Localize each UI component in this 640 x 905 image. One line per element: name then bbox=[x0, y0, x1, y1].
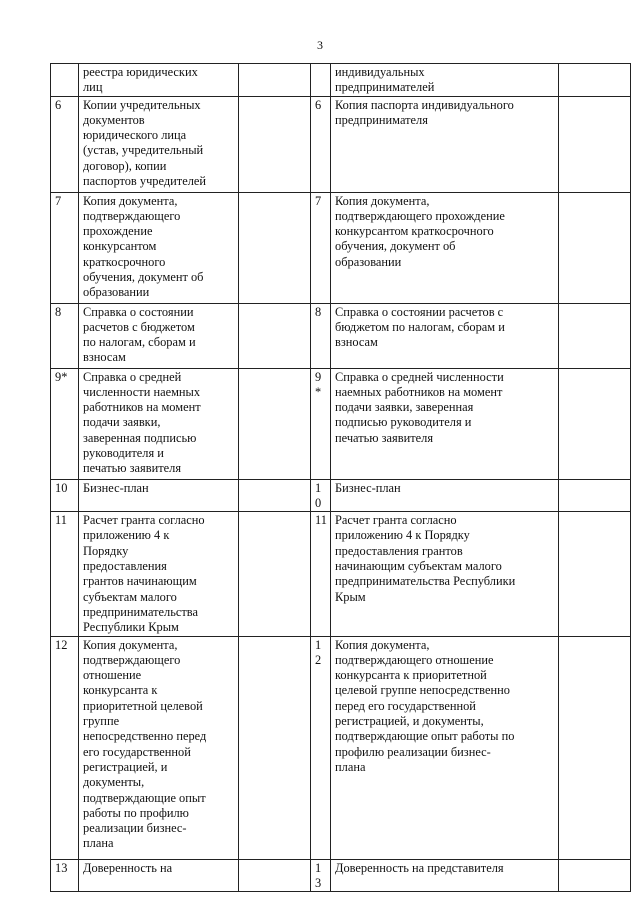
document-name-legal-entity-text: Бизнес-план bbox=[83, 480, 149, 495]
row-number-right bbox=[311, 859, 331, 892]
document-name-legal-entity-text: Расчет гранта согласно приложению 4 к Порядку предоставления грантов начинающим субъектам малого предпринимательства Республики Крым bbox=[83, 513, 205, 635]
table-row bbox=[51, 96, 631, 192]
row-number-left-text: 11 bbox=[55, 513, 67, 528]
row-number-left bbox=[51, 512, 79, 636]
row-number-left bbox=[51, 192, 79, 303]
document-name-entrepreneur-text: Справка о средней численности наемных работников на момент подачи заявки, заверенная подписью руководителя и печатью заявителя bbox=[335, 369, 504, 445]
document-name-legal-entity-text: Доверенность на bbox=[83, 860, 173, 875]
document-name-entrepreneur-text: Расчет гранта согласно приложению 4 к Порядку предоставления грантов начинающим субъектам малого предпринимательства Республики Крым bbox=[335, 513, 516, 604]
empty-cell bbox=[239, 859, 311, 892]
document-name-legal-entity bbox=[79, 192, 239, 303]
row-number-left-text: 13 bbox=[55, 860, 68, 875]
row-number-right-text: 13 bbox=[315, 860, 322, 890]
table-row bbox=[51, 64, 631, 97]
document-name-entrepreneur bbox=[331, 368, 559, 479]
row-number-left-text: 10 bbox=[55, 480, 68, 495]
empty-cell bbox=[239, 192, 311, 303]
empty-cell bbox=[239, 303, 311, 368]
empty-cell bbox=[239, 512, 311, 636]
document-name-entrepreneur-text: Копия документа, подтверждающего прохождение конкурсантом краткосрочного обучения, документ об образовании bbox=[335, 193, 505, 269]
row-number-left bbox=[51, 368, 79, 479]
document-name-legal-entity-text: Справка о средней численности наемных работников на момент подачи заявки, заверенная подписью руководителя и печатью заявителя bbox=[83, 369, 201, 476]
empty-cell bbox=[559, 96, 631, 192]
document-name-entrepreneur-text: Копия документа, подтверждающего отношение конкурсанта к приоритетной целевой группе непосредственно перед его государственной регистрацией, и документы, подтверждающие опыт работы по профилю реализации бизнес- плана bbox=[335, 637, 515, 774]
empty-cell bbox=[239, 64, 311, 97]
document-name-entrepreneur-text: Копия паспорта индивидуального предпринимателя bbox=[335, 97, 514, 127]
document-name-entrepreneur bbox=[331, 192, 559, 303]
row-number-right bbox=[311, 636, 331, 859]
document-name-entrepreneur-text: Бизнес-план bbox=[335, 480, 401, 495]
row-number-right-text: 12 bbox=[315, 637, 322, 667]
row-number-left-text: 12 bbox=[55, 637, 68, 652]
document-name-entrepreneur bbox=[331, 64, 559, 97]
empty-cell bbox=[559, 192, 631, 303]
document-name-legal-entity bbox=[79, 64, 239, 97]
table-row bbox=[51, 192, 631, 303]
table-row bbox=[51, 479, 631, 512]
document-name-legal-entity bbox=[79, 636, 239, 859]
table-row bbox=[51, 303, 631, 368]
document-name-legal-entity bbox=[79, 368, 239, 479]
row-number-left-text: 7 bbox=[55, 193, 62, 208]
empty-cell bbox=[239, 479, 311, 512]
row-number-right-text: 7 bbox=[315, 193, 322, 208]
row-number-left bbox=[51, 636, 79, 859]
empty-cell bbox=[559, 479, 631, 512]
document-name-legal-entity bbox=[79, 859, 239, 892]
empty-cell bbox=[559, 303, 631, 368]
document-name-legal-entity-text: Копия документа, подтверждающего отношение конкурсанта к приоритетной целевой группе непосредственно перед его государственной регистрацией, и документы, подтверждающие опыт работы по профилю реализации бизнес- плана bbox=[83, 637, 207, 851]
document-name-entrepreneur-text: индивидуальных предпринимателей bbox=[335, 65, 435, 95]
document-name-entrepreneur bbox=[331, 859, 559, 892]
table-row bbox=[51, 636, 631, 859]
row-number-right-text: 11 bbox=[315, 513, 327, 528]
empty-cell bbox=[559, 859, 631, 892]
row-number-left bbox=[51, 96, 79, 192]
document-name-entrepreneur bbox=[331, 479, 559, 512]
row-number-right bbox=[311, 303, 331, 368]
empty-cell bbox=[559, 636, 631, 859]
row-number-right-text: 6 bbox=[315, 97, 322, 112]
document-name-entrepreneur bbox=[331, 512, 559, 636]
document-name-legal-entity-text: Копия документа, подтверждающего прохождение конкурсантом краткосрочного обучения, документ об образовании bbox=[83, 193, 204, 300]
document-name-entrepreneur-text: Справка о состоянии расчетов с бюджетом по налогам, сборам и взносам bbox=[335, 304, 505, 350]
table-row bbox=[51, 512, 631, 636]
empty-cell bbox=[559, 368, 631, 479]
row-number-left bbox=[51, 479, 79, 512]
document-name-entrepreneur bbox=[331, 636, 559, 859]
document-name-entrepreneur bbox=[331, 96, 559, 192]
row-number-left bbox=[51, 859, 79, 892]
page-number: 3 bbox=[317, 38, 323, 52]
empty-cell bbox=[559, 512, 631, 636]
empty-cell bbox=[239, 96, 311, 192]
document-name-legal-entity bbox=[79, 512, 239, 636]
row-number-right bbox=[311, 192, 331, 303]
row-number-right-text: 9* bbox=[315, 369, 322, 399]
row-number-left-text: 8 bbox=[55, 304, 62, 319]
empty-cell bbox=[559, 64, 631, 97]
document-name-legal-entity-text: Копии учредительных документов юридического лица (устав, учредительный договор), копии паспортов учредителей bbox=[83, 97, 207, 189]
document-name-legal-entity bbox=[79, 303, 239, 368]
table-row bbox=[51, 859, 631, 892]
empty-cell bbox=[239, 636, 311, 859]
empty-cell bbox=[239, 368, 311, 479]
document-name-legal-entity-text: Справка о состоянии расчетов с бюджетом по налогам, сборам и взносам bbox=[83, 304, 196, 365]
row-number-right-text: 10 bbox=[315, 480, 322, 510]
row-number-right bbox=[311, 512, 331, 636]
row-number-left-text: 6 bbox=[55, 97, 62, 112]
documents-table bbox=[50, 63, 631, 892]
document-name-legal-entity bbox=[79, 96, 239, 192]
row-number-right bbox=[311, 96, 331, 192]
row-number-right bbox=[311, 368, 331, 479]
document-name-entrepreneur bbox=[331, 303, 559, 368]
row-number-left bbox=[51, 64, 79, 97]
document-name-legal-entity-text: реестра юридических лиц bbox=[83, 65, 198, 95]
table-row bbox=[51, 368, 631, 479]
row-number-right bbox=[311, 64, 331, 97]
row-number-right-text: 8 bbox=[315, 304, 322, 319]
row-number-right bbox=[311, 479, 331, 512]
document-name-legal-entity bbox=[79, 479, 239, 512]
row-number-left bbox=[51, 303, 79, 368]
document-name-entrepreneur-text: Доверенность на представителя bbox=[335, 860, 504, 875]
row-number-left-text: 9* bbox=[55, 369, 68, 384]
